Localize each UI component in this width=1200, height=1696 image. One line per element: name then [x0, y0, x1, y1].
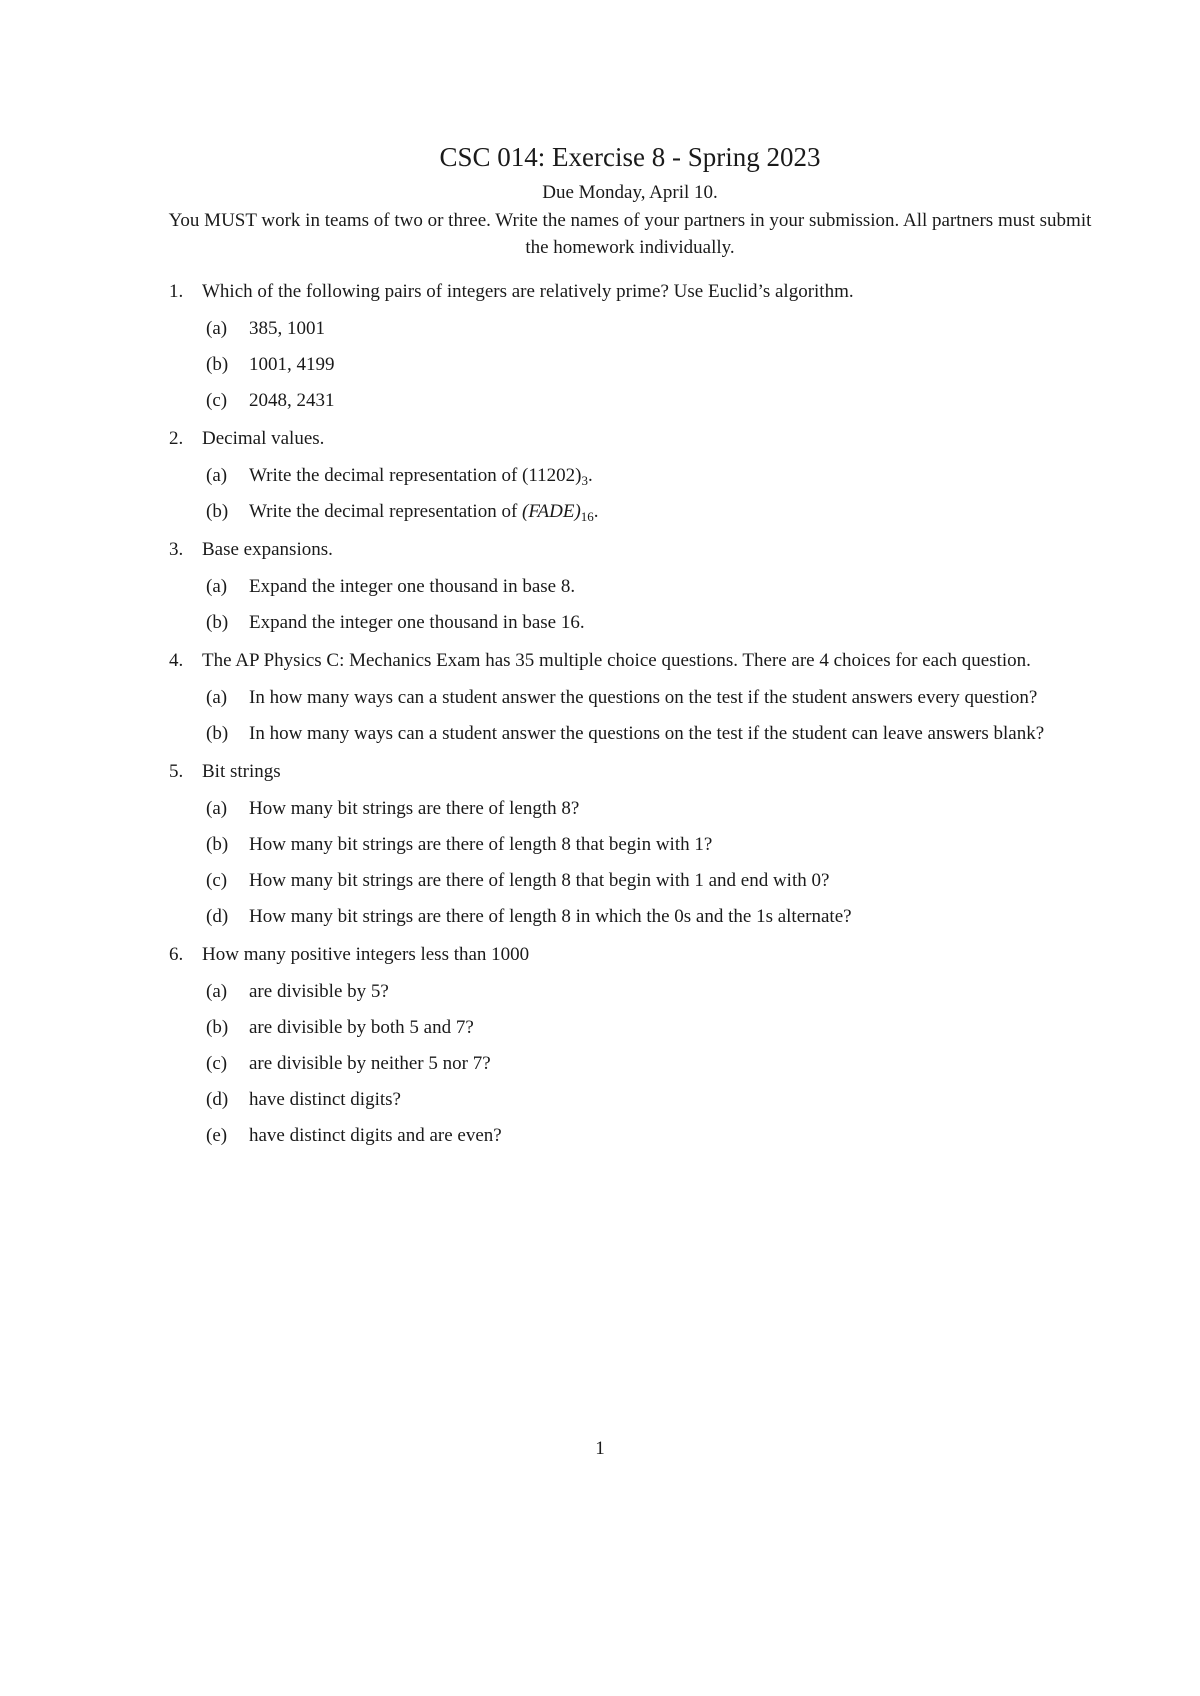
sentence-end: .: [593, 501, 599, 522]
subquestion-item: [202, 867, 1104, 894]
problem-number: 6.: [169, 944, 184, 965]
subquestion-label: (a): [206, 798, 228, 819]
subquestion-text: have distinct digits and are even?: [249, 1125, 502, 1146]
subquestion-item: [202, 462, 1104, 489]
math-expression: (FADE): [522, 501, 581, 522]
subquestion-item: [202, 387, 1104, 414]
problem-number: 2.: [169, 428, 184, 449]
subquestion-text: are divisible by neither 5 nor 7?: [249, 1053, 491, 1074]
problem-text: Base expansions.: [202, 539, 333, 560]
problem-number: 1.: [169, 281, 184, 302]
subquestion-item: [202, 315, 1104, 342]
page-title: CSC 014: Exercise 8 - Spring 2023: [439, 142, 821, 172]
subquestion-text: Expand the integer one thousand in base 8.: [249, 576, 576, 597]
subquestion-text: Write the decimal representation of: [249, 501, 523, 522]
subquestion-list: [202, 795, 1104, 930]
problem-item: [169, 647, 1104, 747]
subquestion-item: [202, 720, 1104, 747]
subquestion-label: (a): [206, 318, 228, 339]
subquestion-item: [202, 1122, 1104, 1149]
math-subscript: 3: [581, 473, 588, 488]
subquestion-list: [202, 573, 1104, 636]
subquestion-label: (b): [206, 612, 229, 633]
subquestion-text: How many bit strings are there of length 8 that begin with 1?: [249, 834, 713, 855]
subquestion-list: [202, 684, 1104, 747]
subquestion-text: are divisible by 5?: [249, 981, 389, 1002]
subquestion-text: 2048, 2431: [249, 390, 335, 411]
problem-text: How many positive integers less than 1000: [202, 944, 530, 965]
subquestion-label: (b): [206, 1017, 229, 1038]
subquestion-label: (c): [206, 390, 228, 411]
subquestion-text: are divisible by both 5 and 7?: [249, 1017, 474, 1038]
subquestion-text: 1001, 4199: [249, 354, 335, 375]
subquestion-label: (d): [206, 906, 229, 927]
subquestion-item: [202, 573, 1104, 600]
subquestion-text: How many bit strings are there of length 8?: [249, 798, 580, 819]
subquestion-item: [202, 903, 1104, 930]
math-subscript: 16: [580, 509, 594, 524]
problem-number: 4.: [169, 650, 184, 671]
problem-item: [169, 278, 1104, 414]
problem-text: Which of the following pairs of integers are relatively prime? Use Euclid’s algorithm.: [202, 281, 854, 302]
subquestion-text: have distinct digits?: [249, 1089, 401, 1110]
subquestion-item: [202, 1050, 1104, 1077]
subquestion-label: (c): [206, 1053, 228, 1074]
subquestion-text: In how many ways can a student answer the questions on the test if the student can leave answers blank?: [249, 723, 1045, 744]
subquestion-label: (a): [206, 576, 228, 597]
subquestion-list: [202, 315, 1104, 414]
subquestion-text: Write the decimal representation of: [249, 465, 523, 486]
subquestion-label: (c): [206, 870, 228, 891]
subquestion-text: How many bit strings are there of length 8 that begin with 1 and end with 0?: [249, 870, 830, 891]
subquestion-label: (b): [206, 723, 229, 744]
problem-text: Decimal values.: [202, 428, 325, 449]
instructions: You MUST work in teams of two or three. Write the names of your partners in your submission. All partners must submit the homework individually.: [168, 210, 1092, 258]
subquestion-label: (b): [206, 501, 229, 522]
subquestion-label: (e): [206, 1125, 228, 1146]
subquestion-text: Expand the integer one thousand in base 16.: [249, 612, 585, 633]
subquestion-label: (b): [206, 354, 229, 375]
sentence-end: .: [588, 465, 593, 486]
due-date: Due Monday, April 10.: [542, 182, 718, 203]
subquestion-list: [202, 462, 1104, 525]
math-expression: (11202): [522, 465, 582, 486]
problem-list: [169, 278, 1104, 1160]
problem-number: 3.: [169, 539, 184, 560]
subquestion-label: (a): [206, 687, 228, 708]
subquestion-item: [202, 1086, 1104, 1113]
page-number: 1: [595, 1438, 605, 1459]
subquestion-text: How many bit strings are there of length 8 in which the 0s and the 1s alternate?: [249, 906, 852, 927]
subquestion-label: (d): [206, 1089, 229, 1110]
subquestion-item: [202, 609, 1104, 636]
subquestion-label: (a): [206, 981, 228, 1002]
problem-item: [169, 536, 1104, 636]
problem-number: 5.: [169, 761, 184, 782]
subquestion-item: [202, 795, 1104, 822]
subquestion-item: [202, 351, 1104, 378]
subquestion-item: [202, 498, 1104, 525]
problem-text: The AP Physics C: Mechanics Exam has 35 multiple choice questions. There are 4 choices for each question.: [202, 650, 1031, 671]
problem-item: [169, 758, 1104, 930]
subquestion-text: 385, 1001: [249, 318, 325, 339]
problem-text: Bit strings: [202, 761, 281, 782]
problem-item: [169, 941, 1104, 1149]
subquestion-label: (b): [206, 834, 229, 855]
subquestion-item: [202, 1014, 1104, 1041]
subquestion-item: [202, 978, 1104, 1005]
problem-item: [169, 425, 1104, 525]
subquestion-list: [202, 978, 1104, 1149]
subquestion-label: (a): [206, 465, 228, 486]
subquestion-item: [202, 684, 1104, 711]
header: [160, 140, 1100, 261]
subquestion-item: [202, 831, 1104, 858]
subquestion-text: In how many ways can a student answer the questions on the test if the student answers every question?: [249, 687, 1038, 708]
